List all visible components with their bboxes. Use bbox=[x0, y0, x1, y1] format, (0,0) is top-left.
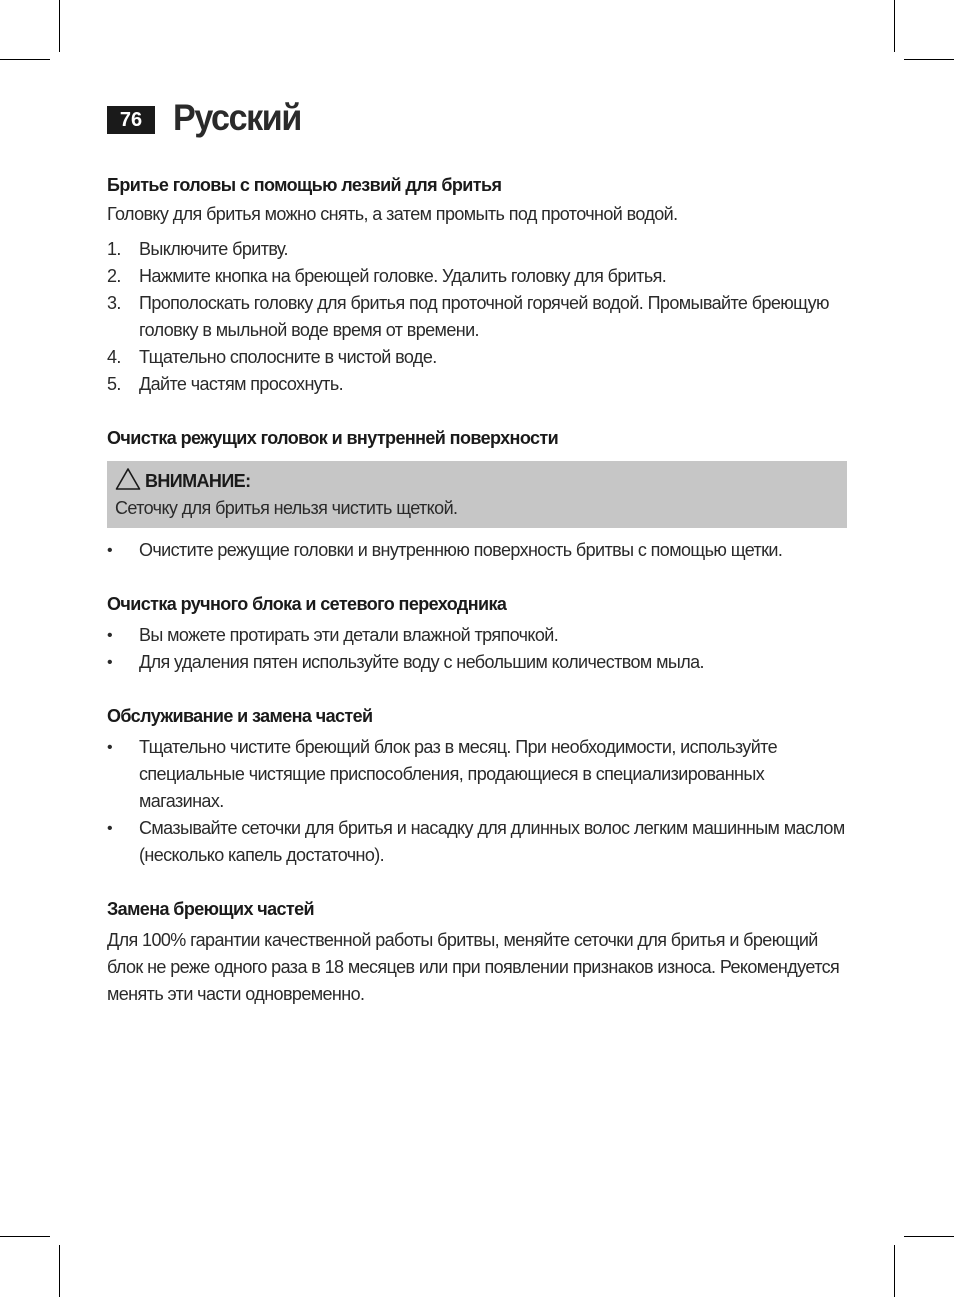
list-item bbox=[107, 622, 847, 649]
bullet: • bbox=[107, 739, 113, 756]
list-number: 4. bbox=[107, 347, 121, 367]
crop-mark bbox=[894, 0, 895, 52]
page-number: 76 bbox=[107, 106, 155, 134]
list-item bbox=[107, 537, 847, 564]
warning-header bbox=[115, 467, 839, 495]
page-header bbox=[107, 94, 312, 142]
list-number: 1. bbox=[107, 239, 121, 259]
list-number: 3. bbox=[107, 293, 121, 313]
page-content bbox=[107, 172, 847, 1008]
list-text: Для удаления пятен используйте воду с небольшим количеством мыла. bbox=[139, 652, 704, 672]
section-heading: Очистка режущих головок и внутренней поверхности bbox=[107, 428, 559, 448]
crop-mark bbox=[0, 59, 50, 60]
list-number: 5. bbox=[107, 374, 121, 394]
list-text: Тщательно сполосните в чистой воде. bbox=[139, 347, 437, 367]
list-item bbox=[107, 649, 847, 676]
list-text: Прополоскать головку для бритья под проточной горячей водой. Промывайте бреющую головку в мыльной воде время от времени. bbox=[139, 293, 829, 340]
bullet: • bbox=[107, 654, 113, 671]
bullet-list bbox=[107, 622, 847, 676]
list-text: Дайте частям просохнуть. bbox=[139, 374, 344, 394]
warning-text: Сеточку для бритья нельзя чистить щеткой. bbox=[115, 498, 458, 518]
crop-mark bbox=[59, 1245, 60, 1297]
list-text: Нажмите кнопка на бреющей головке. Удалить головку для бритья. bbox=[139, 266, 667, 286]
bullet-list bbox=[107, 734, 847, 869]
list-item bbox=[107, 734, 847, 815]
list-item bbox=[107, 263, 847, 290]
list-text: Очистите режущие головки и внутреннюю поверхность бритвы с помощью щетки. bbox=[139, 540, 783, 560]
paragraph: Для 100% гарантии качественной работы бритвы, меняйте сеточки для бритья и бреющий блок не реже одного раза в 18 месяцев или при появлении признаков износа. Рекомендуется менять эти части одновременно. bbox=[107, 930, 840, 1004]
list-text: Выключите бритву. bbox=[139, 239, 288, 259]
crop-mark bbox=[904, 59, 954, 60]
list-number: 2. bbox=[107, 266, 121, 286]
crop-mark bbox=[904, 1236, 954, 1237]
page-title: Русский bbox=[173, 97, 301, 138]
list-item bbox=[107, 371, 847, 398]
crop-mark bbox=[59, 0, 60, 52]
list-item bbox=[107, 815, 847, 869]
list-text: Вы можете протирать эти детали влажной тряпочкой. bbox=[139, 625, 559, 645]
section-heading: Бритье головы с помощью лезвий для бритья bbox=[107, 175, 502, 195]
warning-triangle-icon bbox=[115, 467, 141, 496]
numbered-list bbox=[107, 236, 847, 398]
section-heading: Обслуживание и замена частей bbox=[107, 706, 373, 726]
list-text: Смазывайте сеточки для бритья и насадку для длинных волос легким машинным маслом (несколько капель достаточно). bbox=[139, 818, 845, 865]
list-item bbox=[107, 344, 847, 371]
section-heading: Очистка ручного блока и сетевого переходника bbox=[107, 594, 507, 614]
list-item bbox=[107, 236, 847, 263]
crop-mark bbox=[894, 1245, 895, 1297]
bullet-list bbox=[107, 537, 847, 564]
paragraph: Головку для бритья можно снять, а затем промыть под проточной водой. bbox=[107, 204, 678, 224]
list-text: Тщательно чистите бреющий блок раз в месяц. При необходимости, используйте специальные чистящие приспособления, продающиеся в специализированных магазинах. bbox=[139, 737, 778, 811]
bullet: • bbox=[107, 627, 113, 644]
warning-box bbox=[107, 461, 847, 528]
section-heading: Замена бреющих частей bbox=[107, 899, 315, 919]
bullet: • bbox=[107, 542, 113, 559]
bullet: • bbox=[107, 820, 113, 837]
list-item bbox=[107, 290, 847, 344]
warning-title: ВНИМАНИЕ: bbox=[145, 470, 251, 491]
crop-mark bbox=[0, 1236, 50, 1237]
